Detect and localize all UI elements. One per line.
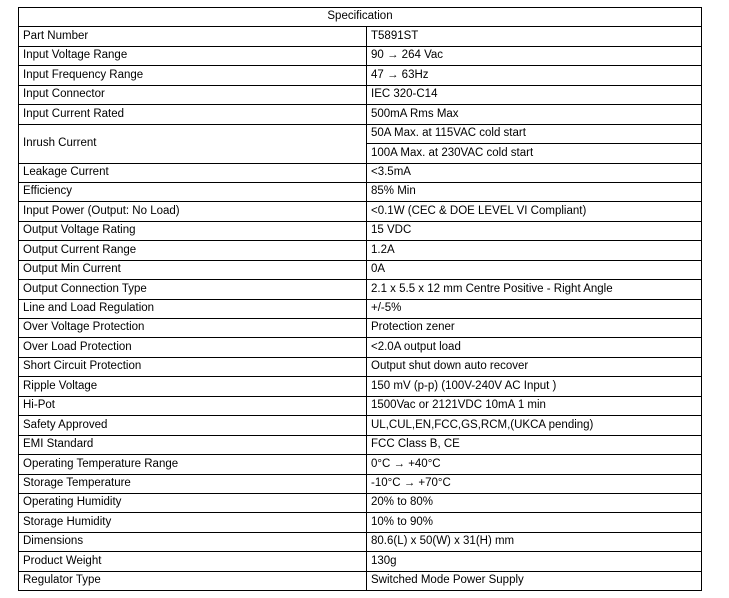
spec-value: <0.1W (CEC & DOE LEVEL VI Compliant) xyxy=(367,202,702,221)
spec-value: 90 → 264 Vac xyxy=(367,46,702,65)
spec-label: Inrush Current xyxy=(19,124,367,163)
spec-label: Part Number xyxy=(19,27,367,46)
table-row xyxy=(19,66,702,85)
spec-label: Operating Humidity xyxy=(19,493,367,512)
table-row xyxy=(19,182,702,201)
spec-label: Safety Approved xyxy=(19,416,367,435)
spec-value: 80.6(L) x 50(W) x 31(H) mm xyxy=(367,532,702,551)
spec-label: Hi-Pot xyxy=(19,396,367,415)
spec-label: Input Power (Output: No Load) xyxy=(19,202,367,221)
spec-label: Line and Load Regulation xyxy=(19,299,367,318)
spec-value: 85% Min xyxy=(367,182,702,201)
spec-value: IEC 320-C14 xyxy=(367,85,702,104)
table-row xyxy=(19,163,702,182)
table-row xyxy=(19,357,702,376)
spec-value: 47 → 63Hz xyxy=(367,66,702,85)
spec-value: <2.0A output load xyxy=(367,338,702,357)
table-row xyxy=(19,260,702,279)
spec-value: 1500Vac or 2121VDC 10mA 1 min xyxy=(367,396,702,415)
spec-label: Input Voltage Range xyxy=(19,46,367,65)
spec-label: Regulator Type xyxy=(19,571,367,590)
spec-label: Input Current Rated xyxy=(19,105,367,124)
table-row xyxy=(19,571,702,590)
table-row xyxy=(19,377,702,396)
spec-value: 150 mV (p-p) (100V-240V AC Input ) xyxy=(367,377,702,396)
spec-label: Storage Humidity xyxy=(19,513,367,532)
spec-value: UL,CUL,EN,FCC,GS,RCM,(UKCA pending) xyxy=(367,416,702,435)
spec-value: 0A xyxy=(367,260,702,279)
spec-label: Dimensions xyxy=(19,532,367,551)
table-row xyxy=(19,27,702,46)
spec-label: Over Load Protection xyxy=(19,338,367,357)
spec-label: Output Connection Type xyxy=(19,280,367,299)
spec-label: Output Current Range xyxy=(19,241,367,260)
spec-value: T5891ST xyxy=(367,27,702,46)
spec-value: 20% to 80% xyxy=(367,493,702,512)
spec-value: 2.1 x 5.5 x 12 mm Centre Positive - Right Angle xyxy=(367,280,702,299)
spec-value: 10% to 90% xyxy=(367,513,702,532)
table-row xyxy=(19,435,702,454)
spec-label: Input Connector xyxy=(19,85,367,104)
table-row xyxy=(19,221,702,240)
table-row xyxy=(19,202,702,221)
spec-label: Leakage Current xyxy=(19,163,367,182)
table-header-row xyxy=(19,8,702,27)
spec-label: Over Voltage Protection xyxy=(19,319,367,338)
table-row xyxy=(19,416,702,435)
spec-label: Input Frequency Range xyxy=(19,66,367,85)
spec-label: Operating Temperature Range xyxy=(19,455,367,474)
table-row xyxy=(19,338,702,357)
spec-value: Switched Mode Power Supply xyxy=(367,571,702,590)
spec-value: Output shut down auto recover xyxy=(367,357,702,376)
spec-value: 100A Max. at 230VAC cold start xyxy=(367,144,702,163)
spec-label: Product Weight xyxy=(19,552,367,571)
spec-value: 0°C → +40°C xyxy=(367,455,702,474)
table-row xyxy=(19,513,702,532)
spec-label: Ripple Voltage xyxy=(19,377,367,396)
spec-value: 500mA Rms Max xyxy=(367,105,702,124)
spec-value: 130g xyxy=(367,552,702,571)
spec-label: Storage Temperature xyxy=(19,474,367,493)
table-row xyxy=(19,319,702,338)
spec-value: +/-5% xyxy=(367,299,702,318)
table-row xyxy=(19,280,702,299)
spec-value: FCC Class B, CE xyxy=(367,435,702,454)
spec-value: -10°C → +70°C xyxy=(367,474,702,493)
spec-value: 50A Max. at 115VAC cold start xyxy=(367,124,702,143)
table-row xyxy=(19,552,702,571)
table-row xyxy=(19,455,702,474)
table-row xyxy=(19,493,702,512)
table-row xyxy=(19,124,702,143)
spec-label: Short Circuit Protection xyxy=(19,357,367,376)
spec-value: Protection zener xyxy=(367,319,702,338)
spec-label: Efficiency xyxy=(19,182,367,201)
table-body xyxy=(19,27,702,591)
spec-label: EMI Standard xyxy=(19,435,367,454)
table-title: Specification xyxy=(19,8,702,27)
table-row xyxy=(19,241,702,260)
spec-label: Output Min Current xyxy=(19,260,367,279)
table-row xyxy=(19,299,702,318)
spec-label: Output Voltage Rating xyxy=(19,221,367,240)
table-row xyxy=(19,105,702,124)
table-row xyxy=(19,532,702,551)
table-row xyxy=(19,474,702,493)
spec-value: 1.2A xyxy=(367,241,702,260)
spec-value: 15 VDC xyxy=(367,221,702,240)
spec-value: <3.5mA xyxy=(367,163,702,182)
table-row xyxy=(19,85,702,104)
table-row xyxy=(19,396,702,415)
specification-table xyxy=(18,7,702,591)
table-row xyxy=(19,46,702,65)
